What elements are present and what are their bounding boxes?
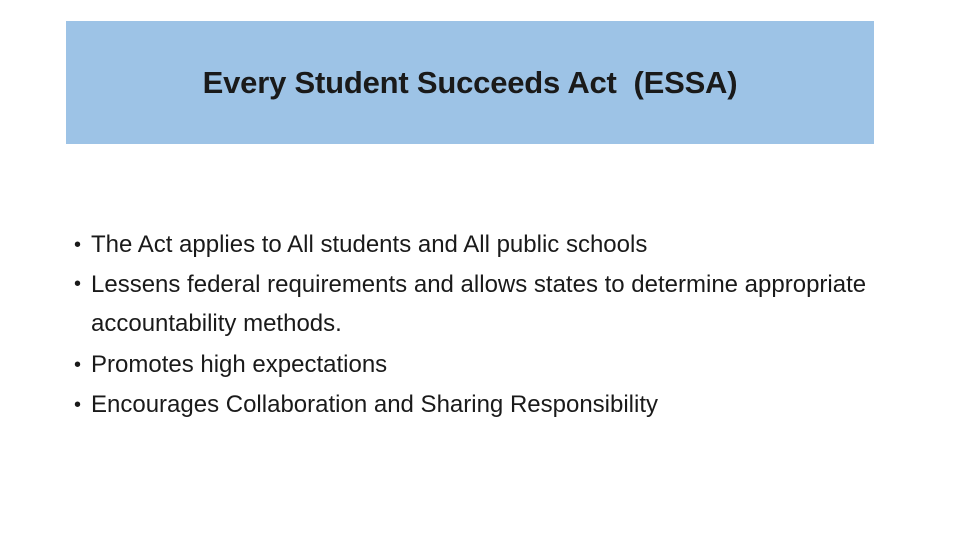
title-banner — [66, 21, 874, 144]
bullet-text: Encourages Collaboration and Sharing Responsibility — [91, 391, 659, 418]
bullet-text: Promotes high expectations — [91, 351, 388, 378]
bullet-item — [74, 225, 904, 265]
bullet-text: The Act applies to All students and All public schools — [91, 231, 648, 258]
bullet-text: Lessens federal requirements and allows states to determine appropriate accountability methods. — [91, 271, 867, 337]
bullet-icon: • — [74, 394, 82, 416]
bullet-icon: • — [74, 273, 82, 295]
bullet-icon: • — [74, 354, 82, 376]
bullet-list — [74, 225, 904, 425]
bullet-item — [74, 345, 904, 385]
bullet-icon: • — [74, 234, 82, 256]
bullet-item — [74, 265, 904, 345]
slide-title: Every Student Succeeds Act (ESSA) — [202, 64, 738, 100]
bullet-item — [74, 385, 904, 425]
